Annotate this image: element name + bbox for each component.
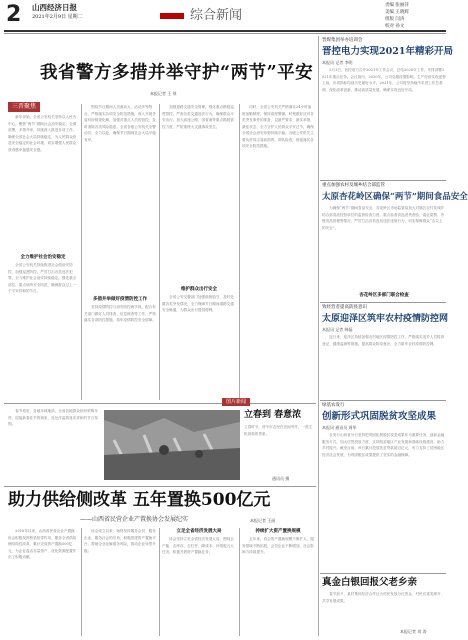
page-number: 2 [6,2,22,27]
story4-headline: 创新形式巩固脱贫攻坚成果 [322,411,437,422]
story2-body: 为确保“两节”期间食品安全，杏花岭区市场监管局加大对辖区农村及城乡结合部食品经营单位的监督检查力度，重点检查食品进货查验、索证索票、冷链食品管理等情况，严厉打击各类食品违法违规行为，切实保障群众“舌尖上的安全”。 [322,206,445,230]
column-divider [159,104,160,400]
masthead-thin-rule [4,33,446,34]
section-rule [320,400,446,401]
story3-headline: 太原迎泽区筑牢农村疫情防控网 [322,314,449,324]
story5-byline: 本报记者 刘 涛 [400,629,427,634]
photo-image [104,410,240,480]
bottom-subhead: 立足全省经济发展大局 [176,529,222,534]
main-body-col-2: 围绕节日期间人员流动大、活动多等特点，严格落实各项安全防范措施，深入开展矛盾纠纷排查化解，加强对重点人员的管控，及时消除各类风险隐患。全省各级公安机关全警动员，全力以赴，确保节日期间社会大局平稳有序。 [84,105,156,142]
story4-byline: 本报讯 通讯员 周华 [322,425,357,430]
editor-info-line: 校对 孙文 [385,24,405,29]
column-divider [318,36,319,636]
bottom-headline: 助力供给侧改革 五年置换500亿元 [8,490,271,510]
main-subhead: 多措并举做好疫情防控工作 [93,297,147,302]
section-rule [4,403,316,404]
editor-info-line: 组版 闫涛 [385,17,405,22]
paper-name: 山西经济日报 [32,3,77,12]
story4-body: 农发行山西省分行坚持把巩固拓展脱贫攻坚成果作为重要任务，创新金融服务方式，加大信贷投放力度，支持脱贫地区产业发展和基础设施建设，助力乡村振兴。截至目前，该行累计投放扶贫贷款超百亿元，有力支持了贫困地区经济社会发展，为巩固脱贫成果提供了坚实的金融保障。 [322,433,445,457]
bottom-body-col-1: 2016年以来，山西省民营企业产置换协会积极发挥桥梁纽带作用，服务全省供给侧结构性改革，累计完成资产置换500亿元，为企业盘活存量资产、优化资源配置作出了积极贡献。 [8,529,77,559]
editor-info-line: 责编 张丽萍 [385,3,409,8]
editor-info-line: 美编 王晓辉 [385,10,409,15]
main-body-col-1b: 全省公安机关持续推进社会面治安防控，加强巡逻防控，严厉打击各类违法犯罪，全力维护社会治安持续稳定。强化重点部位、重点场所安全防范，确保群众过上一个平安祥和的节日。 [8,263,77,293]
story4-kicker: 绿基农发行 [322,403,345,408]
story3-body: 连日来，迎泽区持续加强农村地区疫情防控工作，严格落实返乡人员排查登记、健康监测等措施，提高群众防疫意识，全力筑牢农村疫情防控网。 [322,335,445,346]
story1-headline: 晋控电力实现2021年精彩开局 [322,46,453,57]
date-line: 2021年2月9日 星期二 [32,14,83,20]
section-rule [320,180,446,181]
photo-caption: 立春时节，晋中市农民在田间劳作，一派生机勃勃的景象。 [244,425,313,436]
photo-credit: 通讯员 摄 [272,476,290,481]
story5-headline: 真金白银回报父老乡亲 [322,577,418,588]
main-kicker: 三晋聚焦 [8,102,40,112]
photo-side-text: 春节将至，各地年味渐浓。全省各地群众纷纷采购年货，迎接新春佳节的到来，处处洋溢着喜庆祥和的节日氛围。 [8,409,98,426]
section-rule [320,573,446,574]
photo-headline: 立春到 春意浓 [244,410,302,420]
section-name: 综合新闻 [190,8,243,23]
masthead-rule [4,30,446,32]
column-divider [239,104,240,400]
main-body-col-1: 新年伊始，全省公安机关坚持以人民为中心，聚焦“两节”期间社会治安稳定，全面部署，多措并举，持续深入推进各项工作，确保全省社会大局持续稳定，为人民群众营造安全稳定的社会环境，切实增强人民群众获得感幸福感安全感。 [8,115,77,152]
bottom-body-col-4: 五年来，协会资产置换规模不断扩大，服务领域不断拓展，会员企业不断增加，社会影响力持续提升。 [242,537,314,554]
column-divider [239,528,240,636]
main-body-col-4: 同时，全省公安机关严格落实24小时值班备勤制度，保持高度警惕，时刻做好应对各类突发事件的准备，以最严要求、最实举措、最佳状态，全力守护人民群众平安过节，确保全省社会治安形势持续平稳。各级公安机关主要负责同志靠前指挥，带队检查，督促落实各项安全防范措施。 [242,105,314,148]
main-body-col-3: 加强道路交通安全管理，强化重点路段巡逻管控，严查各类交通违法行为，确保群众平安出行。加大高速公路、国省道等重点路段管控力度，严防重特大交通事故发生。 [162,105,234,129]
main-headline: 我省警方多措并举守护“两节”平安 [40,63,314,83]
main-byline: 本报记者 王 琼 [150,91,177,96]
bottom-byline: 本报记者 王丽 [250,518,276,523]
bottom-subhead: 持续扩大资产置换规模 [255,529,301,534]
main-subhead: 维护群众出行安全 [181,287,217,292]
bottom-body-col-2: 协会成立以来，始终坚持服务会员、服务企业、服务社会的宗旨，积极搭建资产置换平台，帮助企业化解债务风险，推动企业转型升级。 [84,529,156,553]
story3-byline: 本报讯 记者 韩磊 [322,327,353,332]
story1-byline: 本报讯 记者 李明 [322,60,353,65]
main-subhead: 全力维护社会治安稳定 [20,255,66,260]
story2-kicker: 重点加强农村及城乡结合部监管 [322,183,385,188]
section-rule [320,302,446,303]
column-divider [81,104,82,400]
bottom-subheadline: ——山西省民营企业产置换协会发展纪实 [80,516,189,523]
story2-headline: 太原杏花岭区确保“两节”期间食品安全 [322,192,468,202]
section-rule [4,486,316,487]
news-photo [104,410,240,480]
editor-info [385,2,445,30]
bottom-body-col-3: 协会坚持立足全省经济发展大局，围绕去产能、去库存、去杠杆、降成本、补短板五大任务，积极开展资产置换业务。 [162,537,234,554]
main-body-col-2b: 坚持疫情防控与治安防控两手抓，配合有关部门做好人员排查、信息核查等工作，严格落实各项防控措施，筑牢疫情防控安全屏障。 [84,305,156,322]
story5-body: 春节前夕，某村集体经济合作社为村民发放分红资金，村民们喜笑颜开，共享发展成果。 [322,592,445,603]
main-body-col-3b: 全省公安交警部门加强值班值守，及时处置各类突发情况，全力保障节日期间道路交通安全畅通，为群众出行提供便利。 [162,295,234,312]
masthead-accent-bar [160,13,184,19]
story3-kicker: 致经营者提高防疫意识 [322,305,367,310]
photo-tag: 图片新闻 [222,398,250,406]
story2-subhead: 杏花岭区多部门联合检查 [359,293,409,298]
column-divider [81,528,82,636]
column-divider [159,528,160,636]
story1-body: 2月1日，晋控电力召开2021年工作会议，总结2020年工作，安排部署2021年重点任务。会议指出，2020年，公司克服疫情影响，生产经营实现逆势上扬，各项指标均创历史最好水平。2021年，公司将坚持稳中求进工作总基调，深化改革创新，推动高质量发展，确保实现良好开局。 [322,68,446,92]
story1-kicker: 晋煤集团举办培训会 [322,38,363,43]
